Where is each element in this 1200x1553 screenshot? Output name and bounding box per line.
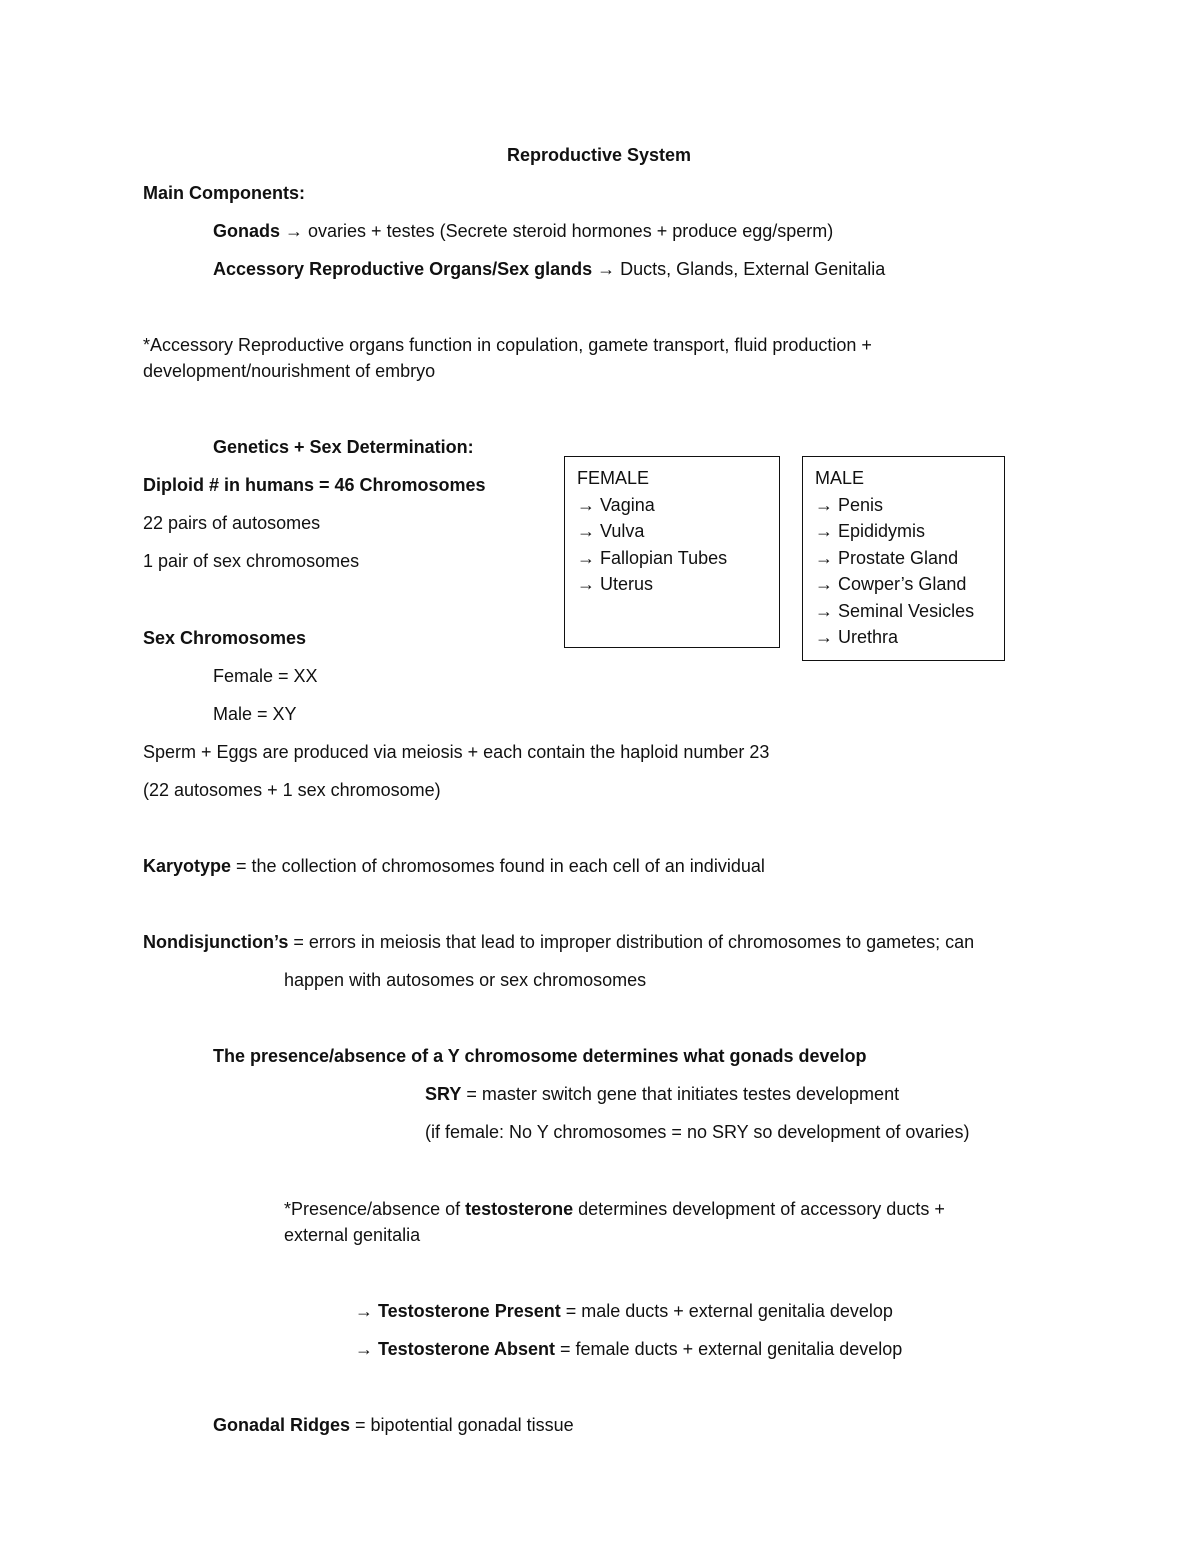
testosterone-note-suffix: determines development of accessory ducts + <box>573 1199 945 1219</box>
male-item <box>815 545 1004 572</box>
gonadal-ridges-term: Gonadal Ridges <box>213 1415 351 1435</box>
male-item-label: Prostate Gland <box>838 547 959 568</box>
gonads-text: ovaries + testes (Secrete steroid hormones + produce egg/sperm) <box>303 221 834 241</box>
right-arrow-icon: → <box>815 627 833 647</box>
accessory-label: Accessory Reproductive Organs/Sex glands <box>213 259 593 279</box>
karyotype-line <box>143 854 765 878</box>
genetics-heading: Genetics + Sex Determination: <box>213 437 474 457</box>
right-arrow-icon: → <box>815 547 833 568</box>
testosterone-present-line <box>355 1299 893 1323</box>
female-sry-note: (if female: No Y chromosomes = no SRY so development of ovaries) <box>425 1122 970 1142</box>
right-arrow-icon: → <box>577 547 595 568</box>
female-item-label: Vulva <box>600 521 645 541</box>
gonadal-ridges-line <box>213 1413 574 1437</box>
testosterone-note-prefix: *Presence/absence of <box>284 1199 466 1219</box>
male-organs-box <box>802 456 1005 661</box>
female-item <box>577 492 779 519</box>
right-arrow-icon: → <box>815 521 833 541</box>
accessory-note-line1: *Accessory Reproductive organs function in copulation, gamete transport, fluid production + <box>143 335 872 355</box>
sry-definition: = master switch gene that initiates testes development <box>461 1084 900 1104</box>
y-chromosome-heading: The presence/absence of a Y chromosome determines what gonads develop <box>213 1046 867 1066</box>
diploid-line: Diploid # in humans = 46 Chromosomes <box>143 475 486 495</box>
sex-pair-line: 1 pair of sex chromosomes <box>143 551 360 571</box>
testosterone-absent-text: = female ducts + external genitalia develop <box>555 1339 903 1359</box>
female-item <box>577 571 779 598</box>
right-arrow-icon: → <box>815 494 833 515</box>
gonadal-ridges-definition: = bipotential gonadal tissue <box>350 1415 574 1435</box>
female-item-label: Fallopian Tubes <box>600 547 728 568</box>
autosomes-line: 22 pairs of autosomes <box>143 513 321 533</box>
testosterone-present-text: = male ducts + external genitalia develop <box>560 1301 893 1321</box>
testosterone-absent-term: Testosterone Absent <box>373 1339 556 1359</box>
male-item-label: Seminal Vesicles <box>838 600 975 621</box>
meiosis-line1: Sperm + Eggs are produced via meiosis + each contain the haploid number 23 <box>143 742 770 762</box>
nondisjunction-line <box>143 930 974 954</box>
testosterone-note-line2: external genitalia <box>284 1225 421 1245</box>
nondisjunction-line2: happen with autosomes or sex chromosomes <box>284 970 647 990</box>
karyotype-term: Karyotype <box>143 856 232 876</box>
nondisjunction-definition: = errors in meiosis that lead to improper distribution of chromosomes to gametes; can <box>288 932 975 952</box>
gonads-line <box>213 219 833 243</box>
right-arrow-icon: → <box>355 1339 373 1359</box>
male-item <box>815 598 1004 625</box>
testosterone-note-line1 <box>284 1197 945 1221</box>
male-item <box>815 624 1004 651</box>
right-arrow-icon: → <box>577 494 595 515</box>
male-item <box>815 492 1004 519</box>
right-arrow-icon: → <box>577 574 595 594</box>
male-item-label: Urethra <box>838 627 899 647</box>
right-arrow-icon: → <box>285 221 304 241</box>
sry-term: SRY <box>425 1084 462 1104</box>
female-box-title: FEMALE <box>577 468 650 488</box>
male-box-title: MALE <box>815 468 865 488</box>
sry-line <box>425 1082 899 1106</box>
male-item-label: Cowper’s Gland <box>838 574 967 594</box>
female-organs-box <box>564 456 780 648</box>
meiosis-line2: (22 autosomes + 1 sex chromosome) <box>143 780 441 800</box>
nondisjunction-term: Nondisjunction’s <box>143 932 289 952</box>
karyotype-definition: = the collection of chromosomes found in each cell of an individual <box>231 856 765 876</box>
gonads-label: Gonads <box>213 221 281 241</box>
right-arrow-icon: → <box>597 259 616 279</box>
female-item <box>577 545 779 572</box>
female-item <box>577 518 779 545</box>
female-xx-line: Female = XX <box>213 666 318 686</box>
testosterone-absent-line <box>355 1337 902 1361</box>
male-item-label: Epididymis <box>838 521 926 541</box>
male-item <box>815 518 1004 545</box>
testosterone-note-bold: testosterone <box>465 1199 574 1219</box>
female-item-label: Vagina <box>600 494 655 515</box>
male-item <box>815 571 1004 598</box>
accessory-text: Ducts, Glands, External Genitalia <box>615 259 886 279</box>
accessory-line <box>213 257 885 281</box>
right-arrow-icon: → <box>355 1301 373 1321</box>
accessory-note-line2: development/nourishment of embryo <box>143 361 436 381</box>
male-xy-line: Male = XY <box>213 704 297 724</box>
testosterone-present-term: Testosterone Present <box>373 1301 561 1321</box>
male-item-label: Penis <box>838 494 884 515</box>
sex-chromosomes-heading: Sex Chromosomes <box>143 628 307 648</box>
page-title: Reproductive System <box>507 145 692 165</box>
female-item-label: Uterus <box>600 574 654 594</box>
main-components-heading: Main Components: <box>143 183 305 203</box>
right-arrow-icon: → <box>577 521 595 541</box>
right-arrow-icon: → <box>815 574 833 594</box>
right-arrow-icon: → <box>815 600 833 621</box>
